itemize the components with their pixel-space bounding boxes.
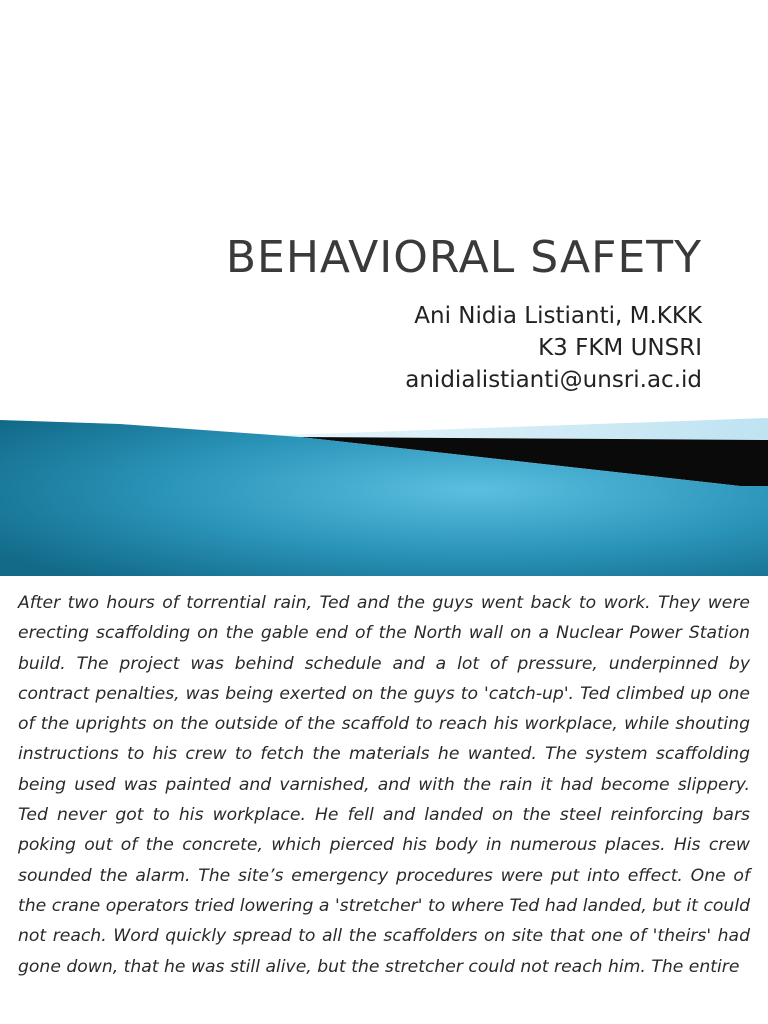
- affiliation: K3 FKM UNSRI: [538, 335, 702, 361]
- author-email: anidialistianti@unsri.ac.id: [405, 367, 702, 393]
- light-strip-shape: [230, 418, 768, 440]
- case-study-passage: [0, 576, 768, 1024]
- author-name: Ani Nidia Listianti, M.KKK: [414, 303, 702, 329]
- passage-text: After two hours of torrential rain, Ted and the guys went back to work. They were erecting scaffolding on the gable end of the North wall on a Nuclear Power Station build. The project was behind schedule and a lot of pressure, underpinned by contract penalties, was being exerted on the guys to 'catch-up'. Ted climbed up one of the uprights on the outside of the scaffold to reach his workplace, while shouting instructions to his crew to fetch the materials he wanted. The system scaffolding being used was painted and varnished, and with the rain it had become slippery. Ted never got to his workplace. He fell and landed on the steel reinforcing bars poking out of the concrete, which pierced his body in numerous places. His crew sounded the alarm. The site’s emergency procedures were put into effect. One of the crane operators tried lowering a 'stretcher' to where Ted had landed, but it could not reach. Word quickly spread to all the scaffolders on site that one of 'theirs' had gone down, that he was still alive, but the stretcher could not reach him. The entire: [18, 593, 750, 977]
- subtitle-block: [405, 300, 702, 396]
- slide-title: BEHAVIORAL SAFETY: [225, 232, 702, 283]
